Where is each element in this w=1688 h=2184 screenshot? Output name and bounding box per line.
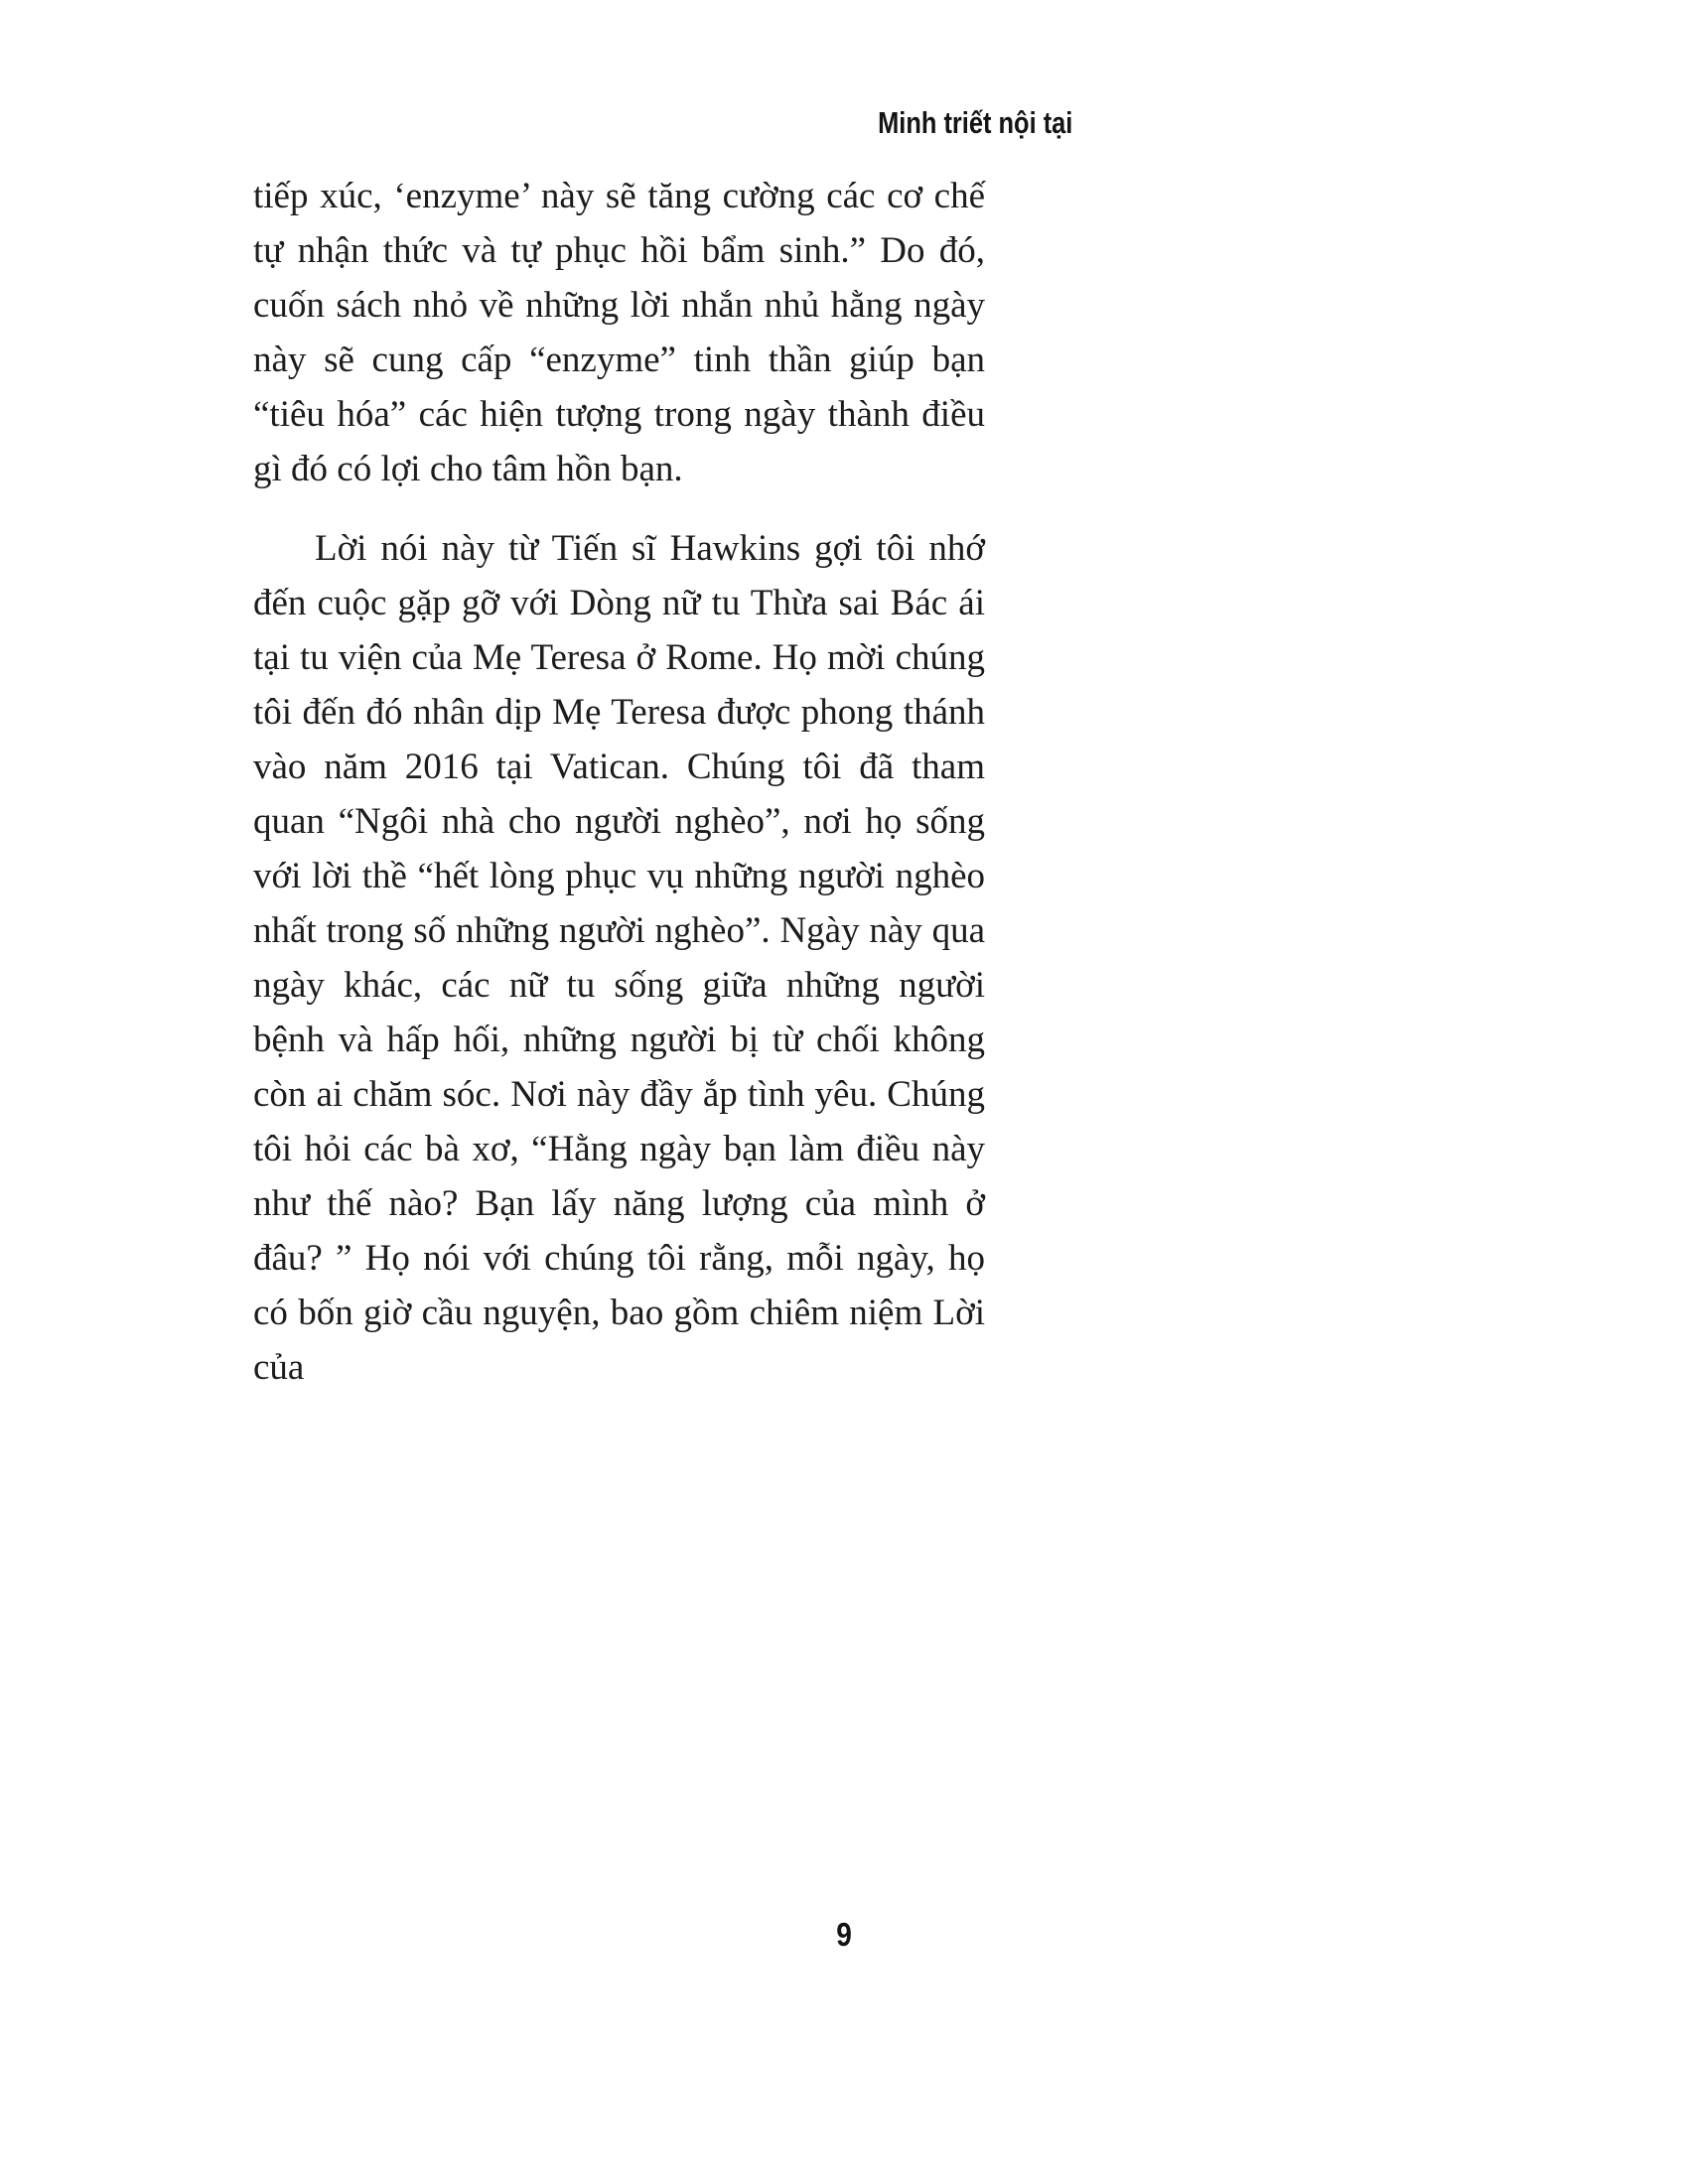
body-paragraph: tiếp xúc, ‘enzyme’ này sẽ tăng cường các cơ chế tự nhận thức và tự phục hồi bẩm sinh.” Do đó, cuốn sách nhỏ về những lời nhắn nhủ hằng ngày này sẽ cung cấp “enzyme” tinh thần giúp bạn “tiêu hóa” các hiện tượng trong ngày thành điều gì đó có lợi cho tâm hồn bạn.: [253, 176, 985, 489]
text-block: [253, 169, 985, 1395]
body-paragraph: Lời nói này từ Tiến sĩ Hawkins gợi tôi nhớ đến cuộc gặp gỡ với Dòng nữ tu Thừa sai Bác ái tại tu viện của Mẹ Teresa ở Rome. Họ mời chúng tôi đến đó nhân dịp Mẹ Teresa được phong thánh vào năm 2016 tại Vatican. Chúng tôi đã tham quan “Ngôi nhà cho người nghèo”, nơi họ sống với lời thề “hết lòng phục vụ những người nghèo nhất trong số những người nghèo”. Ngày này qua ngày khác, các nữ tu sống giữa những người bệnh và hấp hối, những người bị từ chối không còn ai chăm sóc. Nơi này đầy ắp tình yêu. Chúng tôi hỏi các bà xơ, “Hằng ngày bạn làm điều này như thế nào? Bạn lấy năng lượng của mình ở đâu? ” Họ nói với chúng tôi rằng, mỗi ngày, họ có bốn giờ cầu nguyện, bao gồm chiêm niệm Lời của: [253, 528, 985, 1388]
running-header: Minh triết nội tại: [877, 105, 1072, 140]
page-number: 9: [836, 1916, 852, 1953]
